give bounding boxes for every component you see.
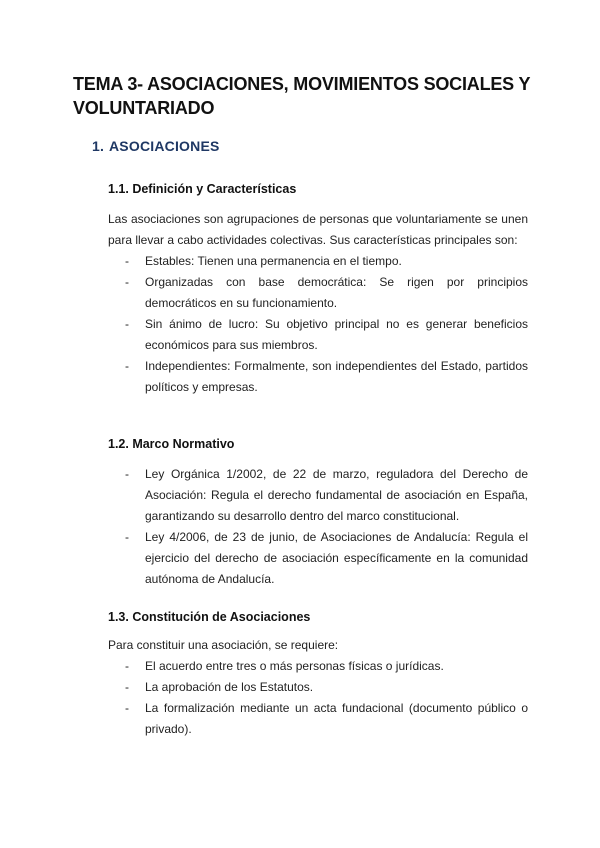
paragraph: Para constituir una asociación, se requiere: — [108, 638, 339, 652]
list-item — [108, 251, 528, 272]
list-item — [108, 356, 528, 398]
bullet-list — [108, 251, 528, 398]
document-title: TEMA 3- ASOCIACIONES, MOVIMIENTOS SOCIALES Y VOLUNTARIADO — [73, 74, 530, 118]
subsection-definicion — [108, 181, 528, 398]
list-item-text: Ley Orgánica 1/2002, de 22 de marzo, reguladora del Derecho de Asociación: Regula el derecho fundamental de asociación en España, garantizando su desarrollo dentro del marco constitucional. — [145, 467, 528, 523]
subsection-heading: 1.3. Constitución de Asociaciones — [108, 610, 311, 624]
list-item-text: Independientes: Formalmente, son independientes del Estado, partidos políticos y empresas. — [145, 359, 528, 394]
subsection-marco-normativo — [108, 436, 528, 590]
subsection-heading: 1.2. Marco Normativo — [108, 437, 235, 451]
subsection-heading: 1.1. Definición y Características — [108, 182, 297, 196]
dash-marker: - — [125, 317, 129, 331]
dash-marker: - — [125, 659, 129, 673]
bullet-list — [108, 656, 528, 740]
dash-marker: - — [125, 275, 129, 289]
list-item — [108, 464, 528, 527]
dash-marker: - — [125, 359, 129, 373]
list-item-text: Estables: Tienen una permanencia en el tiempo. — [145, 254, 402, 268]
dash-marker: - — [125, 530, 129, 544]
list-item-text: La formalización mediante un acta fundacional (documento público o privado). — [145, 701, 528, 736]
dash-marker: - — [125, 467, 129, 481]
list-item-text: Sin ánimo de lucro: Su objetivo principal no es generar beneficios económicos para sus miembros. — [145, 317, 528, 352]
section-number: 1. — [92, 138, 105, 154]
list-item-text: La aprobación de los Estatutos. — [145, 680, 314, 694]
list-item — [108, 314, 528, 356]
subsection-constitucion — [108, 609, 528, 740]
dash-marker: - — [125, 680, 129, 694]
list-item — [108, 656, 528, 677]
list-item — [108, 527, 528, 590]
dash-marker: - — [125, 254, 129, 268]
list-item-text: Ley 4/2006, de 23 de junio, de Asociaciones de Andalucía: Regula el ejercicio del derecho de asociación específicamente en la comunidad autónoma de Andalucía. — [145, 530, 528, 586]
section-heading — [92, 138, 220, 154]
bullet-list — [108, 464, 528, 590]
list-item-text: Organizadas con base democrática: Se rigen por principios democráticos en su funcionamiento. — [145, 275, 528, 310]
list-item — [108, 677, 528, 698]
section-title: ASOCIACIONES — [109, 138, 220, 154]
paragraph: Las asociaciones son agrupaciones de personas que voluntariamente se unen para llevar a cabo actividades colectivas. Sus características principales son: — [108, 212, 528, 247]
list-item — [108, 698, 528, 740]
list-item-text: El acuerdo entre tres o más personas físicas o jurídicas. — [145, 659, 444, 673]
list-item — [108, 272, 528, 314]
dash-marker: - — [125, 701, 129, 715]
